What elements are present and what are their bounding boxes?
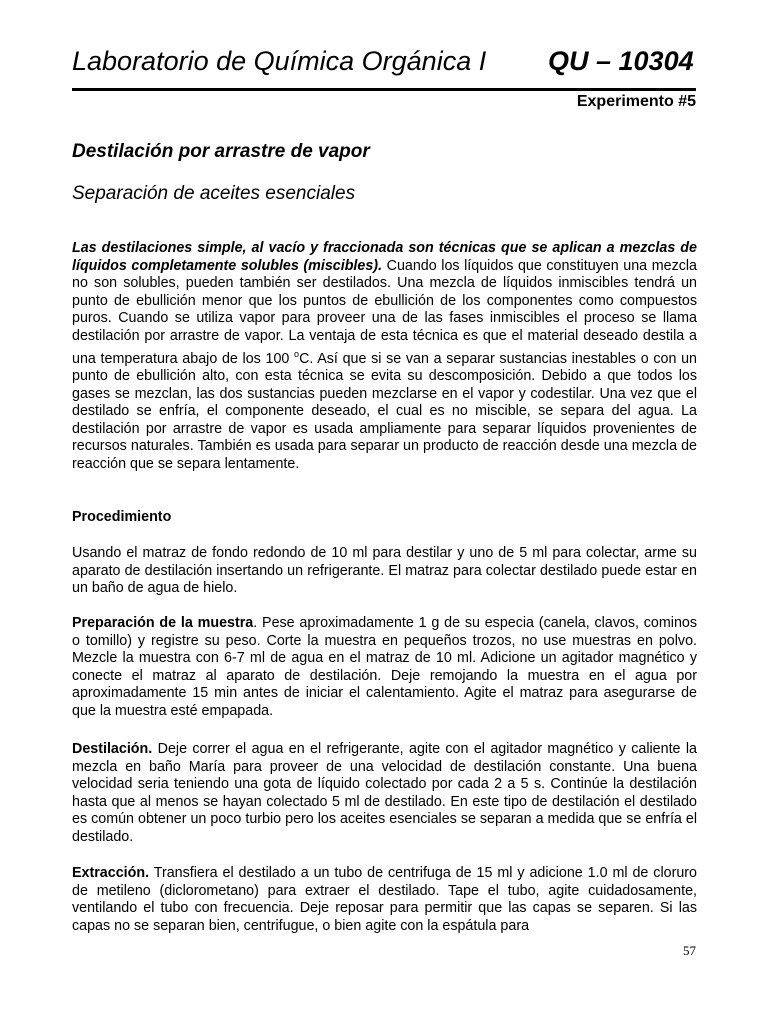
distillation-text: Deje correr el agua en el refrigerante, agite con el agitador magnético y caliente la mezcla en baño María para proveer de una velocidad de destilación constante. Una buena velocidad seria teniendo una gota de líquido colectado por cada 2 a 5 s. Continúe la destilación hasta que al menos se hayan colectado 5 ml de destilado. En este tipo de destilación el destilado es común obtener un poco turbio pero los aceites esenciales se separan a medida que se enfría el destilado. — [72, 741, 697, 845]
extraction-paragraph — [72, 865, 697, 935]
extraction-label: Extracción. — [72, 865, 150, 881]
intro-text-1: Cuando los líquidos que constituyen una mezcla no son solubles, pueden también ser destilados. Una mezcla de líquidos inmiscibles tendrá un punto de ebullición menor que los puntos de ebullición de los componentes como compuestos puros. Cuando se utiliza vapor para proveer una de las fases inmiscibles el proceso se llama destilación por arrastre de vapor. La ventaja de esta técnica es que el material deseado destila a una temperatura abajo de los 100 — [72, 257, 697, 367]
procedure-heading: Procedimiento — [72, 509, 172, 525]
sample-text: . Pese aproximadamente 1 g de su especia (canela, clavos, cominos o tomillo) y registre su peso. Corte la muestra en pequeños trozos, no use muestras en polvo. Mezcle la muestra con 6-7 ml de agua en el matraz de 10 ml. Adicione un agitador magnético y conecte el matraz al aparato de destilación. Deje remojando la muestra en el agua por aproximadamente 15 min antes de iniciar el calentamiento. Agite el matraz para asegurarse de que la muestra esté empapada. — [72, 615, 697, 719]
degree-superscript: o — [294, 348, 300, 359]
document-title: Destilación por arrastre de vapor — [72, 141, 370, 162]
course-code: QU – 10304 — [548, 46, 694, 76]
intro-paragraph — [72, 240, 697, 473]
intro-text-2: C. Así que si se van a separar sustancias inestables o con un punto de ebullición alto, con esta técnica se evita su descomposición. Debido a que todos los gases se mezclan, las dos sustancias pueden mezclarse en el vapor y codestilar. Una vez que el destilado se enfría, el componente deseado, el cual es no miscible, se separa del agua. La destilación por arrastre de vapor es usada ampliamente para separar líquidos provenientes de recursos naturales. También es usada para separar un producto de reacción desde una mezcla de reacción que se separa lentamente. — [72, 350, 697, 472]
page-number: 57 — [683, 943, 696, 958]
experiment-number: Experimento #5 — [576, 93, 696, 110]
extraction-text: Transfiera el destilado a un tubo de centrifuga de 15 ml y adicione 1.0 ml de cloruro de metileno (diclorometano) para extraer el destilado. Tape el tubo, agite cuidadosamente, ventilando el tubo con frecuencia. Deje reposar para permitir que las capas se separen. Si las capas no se separan bien, centrifugue, o bien agite con la espátula para — [72, 865, 697, 934]
distillation-paragraph — [72, 741, 697, 847]
setup-paragraph: Usando el matraz de fondo redondo de 10 ml para destilar y uno de 5 ml para colectar, arme su aparato de destilación insertando un refrigerante. El matraz para colectar destilado puede estar en un baño de agua de hielo. — [72, 545, 697, 597]
sample-paragraph — [72, 615, 697, 721]
page-header — [72, 44, 696, 91]
intro-lead: Las destilaciones simple, al vacío y fraccionada son técnicas que se aplican a mezclas de líquidos completamente solubles (miscibles). — [72, 240, 697, 274]
distillation-label: Destilación. — [72, 741, 153, 757]
sample-label: Preparación de la muestra — [72, 615, 254, 631]
document-subtitle: Separación de aceites esenciales — [72, 183, 356, 204]
course-title: Laboratorio de Química Orgánica I — [72, 46, 487, 76]
